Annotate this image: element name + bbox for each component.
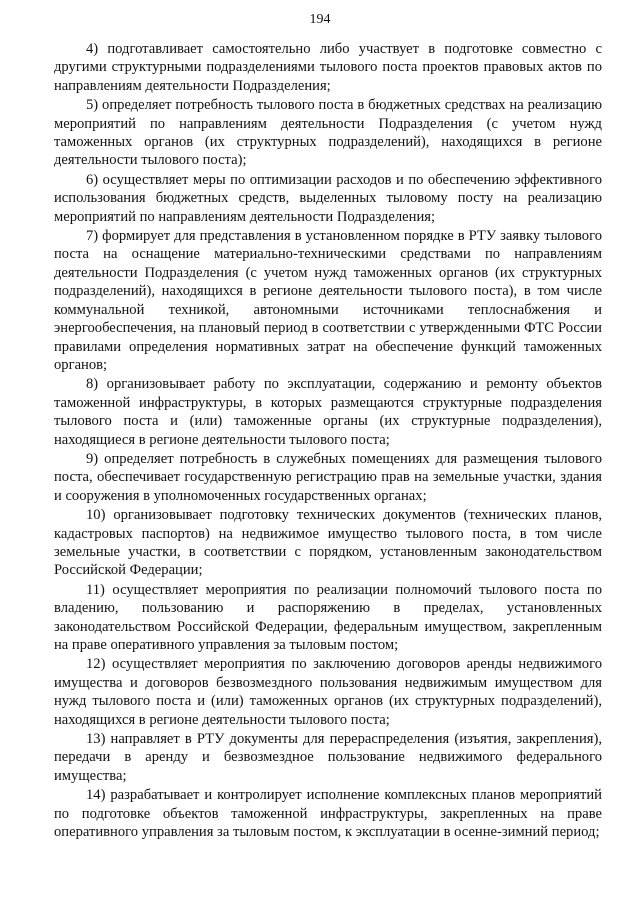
paragraph-10: 10) организовывает подготовку технических документов (технических планов, кадастровых паспортов) на недвижимое имущество тылового поста, в том числе земельные участки, в соответствии с порядком, установленным законодательством Российской Федерации; xyxy=(54,507,602,579)
document-body xyxy=(54,40,602,842)
paragraph-12: 12) осуществляет мероприятия по заключению договоров аренды недвижимого имущества и договоров безвозмездного пользования недвижимым имуществом для нужд тылового поста и (или) таможенных органов (их структурных подразделений), находящихся в регионе деятельности тылового поста; xyxy=(54,656,602,728)
paragraph-13: 13) направляет в РТУ документы для перераспределения (изъятия, закрепления), передачи в аренду и безвозмездное пользование недвижимого федерального имущества; xyxy=(54,731,602,784)
paragraph-9: 9) определяет потребность в служебных помещениях для размещения тылового поста, обеспечивает государственную регистрацию прав на земельные участки, здания и сооружения в уполномоченных государственных органах; xyxy=(54,450,602,504)
paragraph-5: 5) определяет потребность тылового поста в бюджетных средствах на реализацию мероприятий по направлениям деятельности Подразделения (с учетом нужд таможенных органов (их структурных подразделений), находящихся в регионе деятельности тылового поста); xyxy=(54,97,602,169)
paragraph-14: 14) разрабатывает и контролирует исполнение комплексных планов мероприятий по подготовке объектов таможенной инфраструктуры, закрепленных на праве оперативного управления за тыловым постом, к эксплуатации в осенне-зимний период; xyxy=(54,787,602,841)
paragraph-7: 7) формирует для представления в установленном порядке в РТУ заявку тылового поста на оснащение материально-техническими средствами по направлениям деятельности Подразделения (с учетом нужд таможенных органов (их структурных подразделений), находящихся в регионе деятельности тылового поста), в том числе коммунальной техникой, автономными источниками теплоснабжения и энергообеспечения, на плановый период в соответствии с утвержденными ФТС России правилами определения нормативных затрат на обеспечение функций таможенных органов; xyxy=(54,228,602,373)
page-number: 194 xyxy=(309,12,331,27)
paragraph-6: 6) осуществляет меры по оптимизации расходов и по обеспечению эффективного использования бюджетных средств, выделенных тыловому посту на реализацию мероприятий по направлениям деятельности Подразделения; xyxy=(54,171,602,225)
paragraph-4: 4) подготавливает самостоятельно либо участвует в подготовке совместно с другими структурными подразделениями тылового поста проектов правовых актов по направлениям деятельности Подразделения; xyxy=(54,41,602,94)
paragraph-11: 11) осуществляет мероприятия по реализации полномочий тылового поста по владению, пользованию и распоряжению в пределах, установленных законодательством Российской Федерации, федеральным имуществом, закрепленным на праве оперативного управления за тыловым постом; xyxy=(54,581,602,653)
paragraph-8: 8) организовывает работу по эксплуатации, содержанию и ремонту объектов таможенной инфраструктуры, в которых размещаются структурные подразделения тылового поста и (или) таможенные органы (их структурные подразделения), находящиеся в регионе деятельности тылового поста; xyxy=(54,376,602,448)
